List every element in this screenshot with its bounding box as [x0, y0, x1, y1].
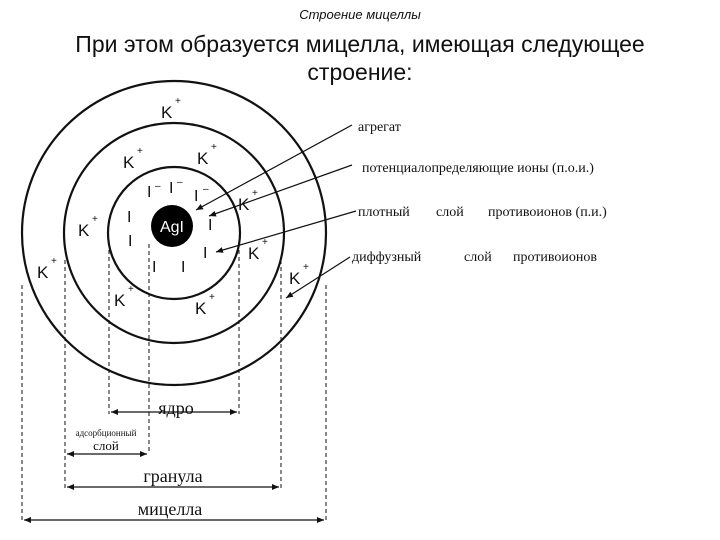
counter-ion: [114, 284, 134, 310]
potential-ions-label: потенциалопределяющие ионы (п.о.и.): [362, 161, 594, 176]
iodide-ion: I: [127, 209, 132, 226]
counter-ion-charge: +: [128, 284, 134, 295]
iodide-ion: I: [128, 233, 133, 250]
dense-layer-label-a: плотный: [358, 205, 410, 220]
iodide-charge: –: [177, 177, 183, 188]
iodide-ion: I: [147, 184, 152, 201]
iodide-ion: I: [152, 259, 157, 276]
dense-layer-label-c: противоионов (п.и.): [488, 205, 607, 220]
iodide-ion: I: [181, 259, 186, 276]
counter-ion-symbol: K: [195, 299, 207, 318]
micelle-dimension-label: мицелла: [137, 499, 203, 519]
core-dimension-label: ядро: [158, 398, 194, 418]
counter-ion-symbol: K: [114, 291, 126, 310]
iodide-ion: I: [203, 245, 208, 262]
counter-ion: [195, 292, 215, 318]
counter-ion-symbol: K: [161, 103, 173, 122]
counter-ion-symbol: K: [123, 153, 135, 172]
aggregate-arrow: [196, 125, 352, 210]
counter-ion: [78, 214, 98, 240]
counter-ion: [248, 237, 268, 263]
iodide-ion: I: [194, 188, 199, 205]
counter-ion-charge: +: [51, 256, 57, 267]
counter-ion: [37, 256, 57, 282]
dimension-labels: [76, 398, 203, 519]
granule-dimension-label: гранула: [143, 466, 203, 486]
title-line-2: строение:: [307, 59, 413, 85]
counter-ion-charge: +: [209, 292, 215, 303]
aggregate-label: агрегат: [358, 120, 401, 135]
counter-ion: [123, 146, 143, 172]
counter-ion: [197, 142, 217, 168]
adsorption-label-line1: адсорбционный: [75, 428, 137, 438]
aggregate-core: [151, 205, 193, 247]
title-line-1: При этом образуется мицелла, имеющая следующее: [75, 31, 645, 57]
counter-ion-charge: +: [211, 142, 217, 153]
diffuse-layer-label-a: диффузный: [352, 250, 422, 265]
slide-header: Строение мицеллы: [299, 7, 421, 22]
iodide-ion: I: [208, 217, 213, 234]
core-label: AgI: [159, 219, 185, 236]
iodide-charge: –: [155, 181, 161, 192]
counter-ion-symbol: K: [289, 269, 301, 288]
counter-ion-charge: +: [92, 214, 98, 225]
counter-ion-charge: +: [252, 188, 258, 199]
iodide-charge: –: [203, 184, 209, 195]
diffuse-layer-label-b: слой: [464, 250, 492, 265]
counter-ion: [161, 96, 181, 122]
counter-ion: [289, 262, 309, 288]
counter-ion: [238, 188, 258, 214]
dense-layer-label-b: слой: [436, 205, 464, 220]
iodide-ion: I: [169, 180, 174, 197]
counter-ion-charge: +: [175, 96, 181, 107]
counter-ion-charge: +: [137, 146, 143, 157]
counter-ion-symbol: K: [248, 244, 260, 263]
counter-ion-symbol: K: [197, 149, 209, 168]
counter-ion-charge: +: [303, 262, 309, 273]
adsorption-label-line2: слой: [93, 438, 119, 453]
counter-ion-symbol: K: [78, 221, 90, 240]
counter-ion-charge: +: [262, 237, 268, 248]
callout-labels: [352, 120, 607, 265]
counter-ion-symbol: K: [37, 263, 49, 282]
counter-ion-symbol: K: [238, 195, 250, 214]
diffuse-layer-label-c: противоионов: [513, 250, 598, 265]
